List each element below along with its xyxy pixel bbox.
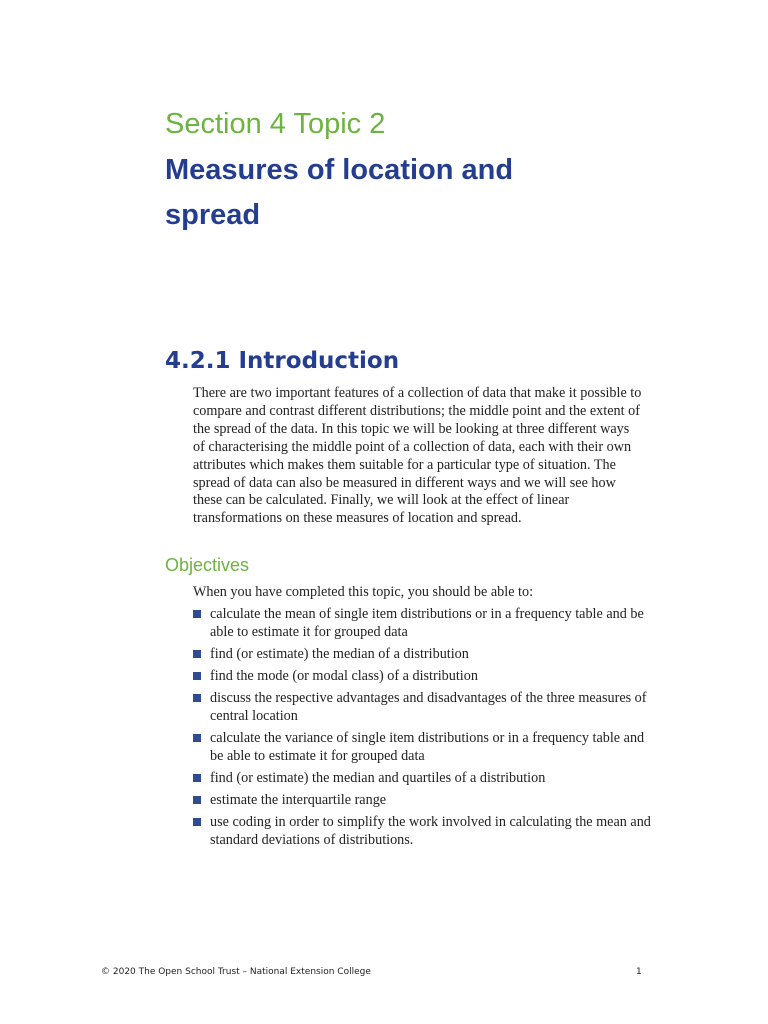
introduction-paragraph: There are two important features of a collection of data that make it possible to compare and contrast different distributions; the middle point and the extent of the spread of the data. In this topic we will be looking at three different ways of characterising the middle point of a collection of data, each with their own attributes which makes them suitable for a particular type of situation. The spread of data can also be measured in different ways and we will see how these can be calculated. Finally, we will look at the effect of linear transformations on these measures of location and spread. (193, 385, 642, 527)
objective-text: use coding in order to simplify the work involved in calculating the mean and standard deviations of distributions. (210, 814, 651, 849)
square-bullet-icon (193, 610, 201, 618)
objectives-heading: Objectives (165, 555, 250, 575)
objective-text: find (or estimate) the median of a distribution (210, 646, 469, 662)
square-bullet-icon (193, 818, 201, 826)
objective-item (193, 646, 653, 664)
objectives-list (193, 606, 653, 854)
introduction-heading: 4.2.1 Introduction (165, 348, 400, 374)
square-bullet-icon (193, 650, 201, 658)
objectives-lead: When you have completed this topic, you should be able to: (193, 584, 534, 600)
objective-text: discuss the respective advantages and disadvantages of the three measures of central location (210, 690, 647, 725)
objective-item (193, 730, 653, 766)
section-label: Section 4 Topic 2 (165, 108, 386, 140)
objective-text: find (or estimate) the median and quartiles of a distribution (210, 770, 546, 787)
square-bullet-icon (193, 774, 201, 782)
objective-text: find the mode (or modal class) of a distribution (210, 668, 478, 685)
objective-item (193, 690, 653, 726)
objective-text: estimate the interquartile range (210, 792, 387, 809)
objective-item (193, 814, 653, 850)
objective-item (193, 770, 653, 788)
square-bullet-icon (193, 734, 201, 742)
page-number: 1 (636, 967, 642, 977)
objective-text: calculate the variance of single item distributions or in a frequency table and be able to estimate it for grouped data (210, 730, 645, 765)
square-bullet-icon (193, 672, 201, 680)
objective-text: calculate the mean of single item distributions or in a frequency table and be able to estimate it for grouped data (210, 606, 644, 640)
square-bullet-icon (193, 694, 201, 702)
square-bullet-icon (193, 796, 201, 804)
footer-copyright: © 2020 The Open School Trust – National Extension College (101, 967, 371, 977)
objective-item (193, 606, 653, 642)
objective-item (193, 792, 653, 810)
objective-item (193, 668, 653, 686)
page-title: Measures of location and spread (165, 154, 514, 231)
